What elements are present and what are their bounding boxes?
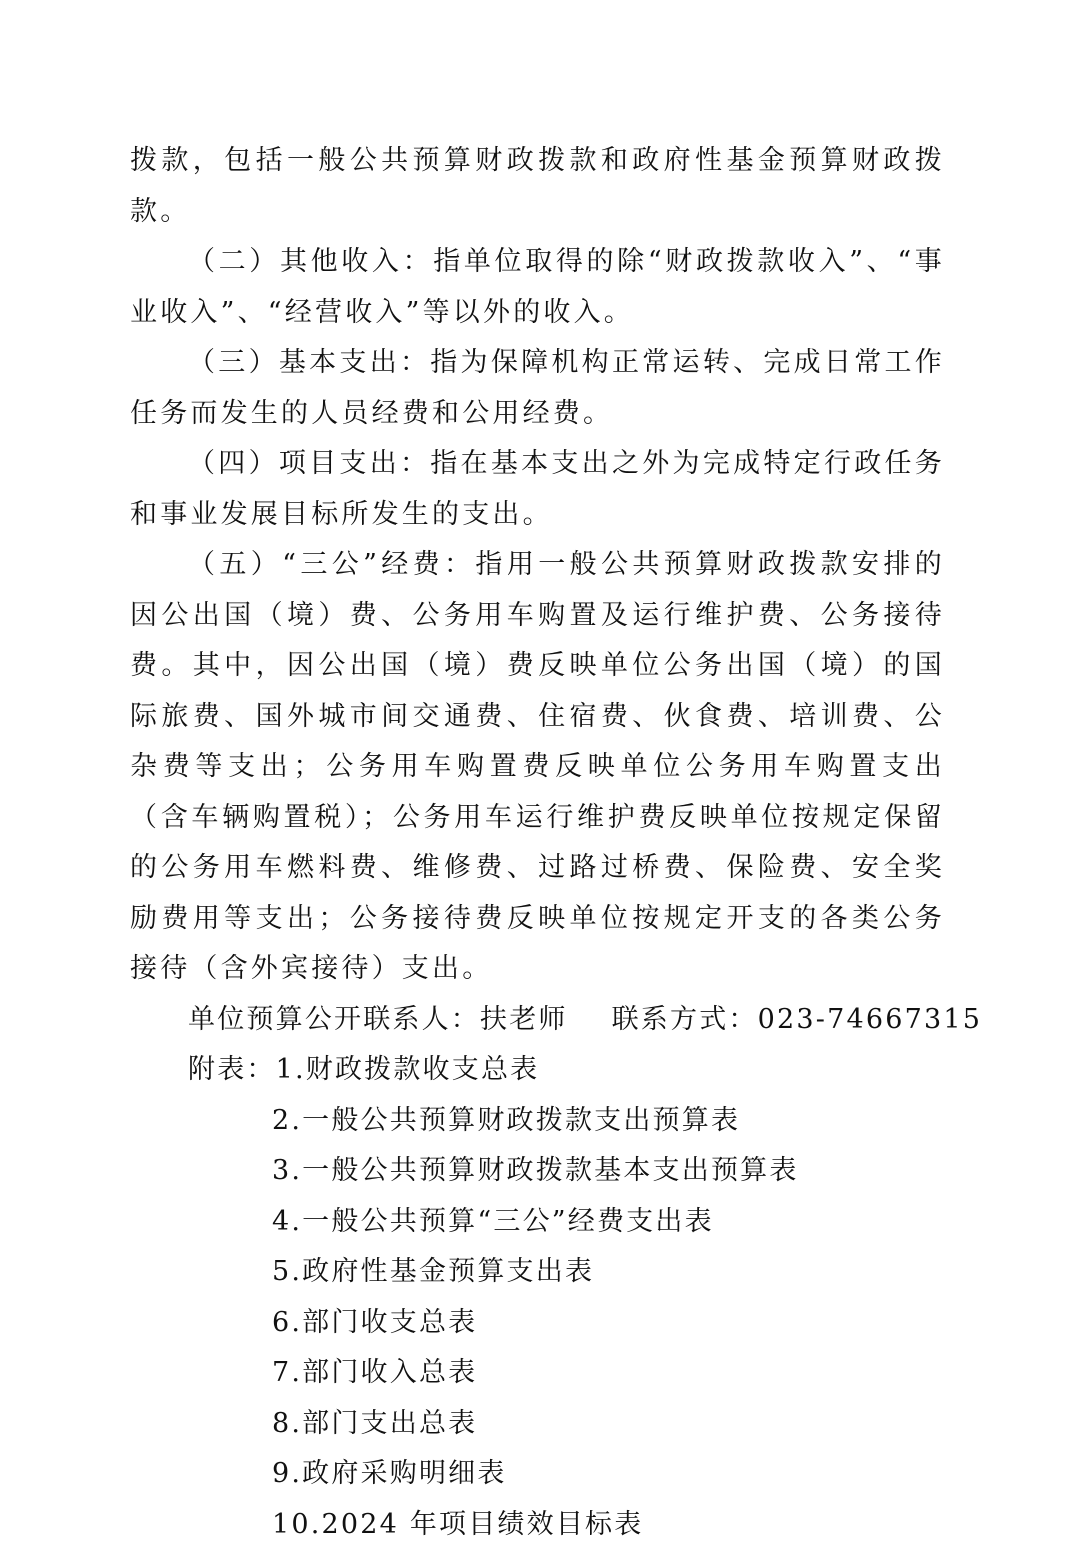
appendix-item: 6.部门收支总表 xyxy=(130,1298,945,1349)
contact-line xyxy=(130,995,945,1046)
appendix-item: 7.部门收入总表 xyxy=(130,1348,945,1399)
paragraph-three-public-expenses: （五）“三公”经费：指用一般公共预算财政拨款安排的因公出国（境）费、公务用车购置及运行维护费、公务接待费。其中，因公出国（境）费反映单位公务出国（境）的国际旅费、国外城市间交通费、住宿费、伙食费、培训费、公杂费等支出；公务用车购置费反映单位公务用车购置支出（含车辆购置税）；公务用车运行维护费反映单位按规定保留的公务用车燃料费、维修费、过路过桥费、保险费、安全奖励费用等支出；公务接待费反映单位按规定开支的各类公务接待（含外宾接待）支出。 xyxy=(130,540,945,995)
paragraph-appropriation-continued: 拨款，包括一般公共预算财政拨款和政府性基金预算财政拨款。 xyxy=(130,136,945,237)
appendix-item: 5.政府性基金预算支出表 xyxy=(130,1247,945,1298)
paragraph-project-expenditure: （四）项目支出：指在基本支出之外为完成特定行政任务和事业发展目标所发生的支出。 xyxy=(130,439,945,540)
appendix-item: 2.一般公共预算财政拨款支出预算表 xyxy=(130,1096,945,1147)
paragraph-other-income: （二）其他收入：指单位取得的除“财政拨款收入”、“事业收入”、“经营收入”等以外的收入。 xyxy=(130,237,945,338)
appendix-item: 9.政府采购明细表 xyxy=(130,1449,945,1500)
appendix-item: 3.一般公共预算财政拨款基本支出预算表 xyxy=(130,1146,945,1197)
appendix-item: 8.部门支出总表 xyxy=(130,1399,945,1450)
contact-person: 单位预算公开联系人：扶老师 xyxy=(188,1004,568,1035)
paragraph-basic-expenditure: （三）基本支出：指为保障机构正常运转、完成日常工作任务而发生的人员经费和公用经费。 xyxy=(130,338,945,439)
appendix-item: 4.一般公共预算“三公”经费支出表 xyxy=(130,1197,945,1248)
appendix-item: 10.2024 年项目绩效目标表 xyxy=(130,1500,945,1550)
appendix-heading: 附表：1.财政拨款收支总表 xyxy=(130,1045,945,1096)
document-body xyxy=(130,136,945,1550)
appendix-list xyxy=(130,1096,945,1550)
contact-phone: 联系方式：023-74667315 xyxy=(612,1004,982,1035)
